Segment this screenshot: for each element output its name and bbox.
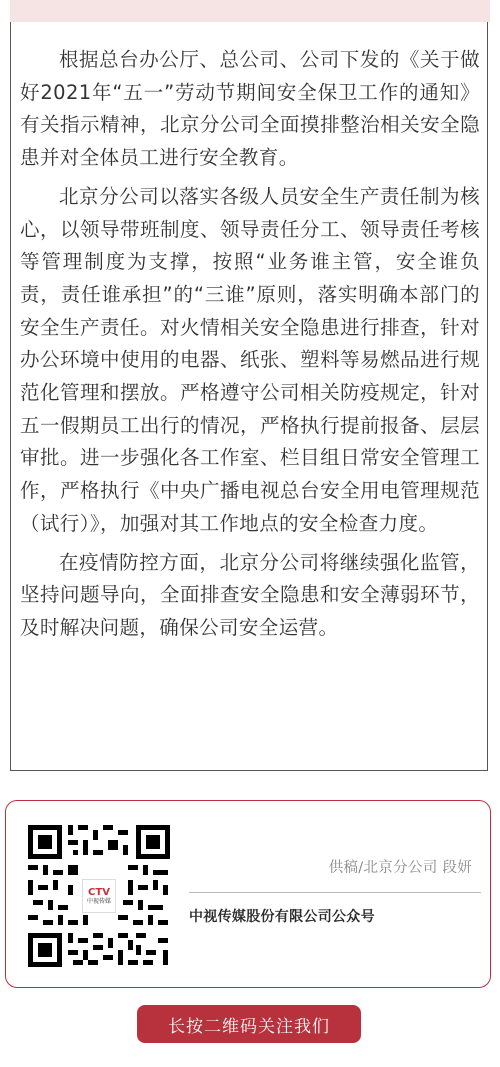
author-credit: 供稿/北京分公司 段妍 (328, 860, 472, 876)
account-name: 中视传媒股份有限公司公众号 (189, 909, 375, 925)
qr-code[interactable] (24, 821, 174, 971)
qr-logo-caption: 中视传媒 (86, 897, 111, 905)
paragraph-1: 根据总台办公厅、总公司、公司下发的《关于做好2021年“五一”劳动节期间安全保卫工作的通知》有关指示精神，北京分公司全面摸排整治相关安全隐患并对全体员工进行安全教育。 (20, 48, 480, 170)
follow-us-button[interactable]: 长按二维码关注我们 (137, 1005, 361, 1043)
paragraph-3: 在疫情防控方面，北京分公司将继续强化监管，坚持问题导向，全面排查安全隐患和安全薄弱环节，及时解决问题，确保公司安全运营。 (20, 550, 480, 639)
footer-card (5, 800, 491, 988)
divider (189, 892, 481, 893)
top-decorative-band (10, 0, 490, 22)
qr-logo-mark: CTV (88, 886, 110, 898)
paragraph-2: 北京分公司以落实各级人员安全生产责任制为核心，以领导带班制度、领导责任分工、领导责任考核等管理制度为支撑，按照“业务谁主管，安全谁负责，责任谁承担”的“三谁”原则，落实明确本部门的安全生产责任。对火情相关安全隐患进行排查，针对办公环境中使用的电器、纸张、塑料等易燃品进行规范化管理和摆放。严格遵守公司相关防疫规定，针对五一假期员工出行的情况，严格执行提前报备、层层审批。进一步强化各工作室、栏目组日常安全管理工作，严格执行《中央广播电视总台安全用电管理规范（试行）》，加强对其工作地点的安全检查力度。 (20, 184, 480, 535)
qr-center-logo (82, 879, 116, 913)
article-body (20, 22, 480, 645)
